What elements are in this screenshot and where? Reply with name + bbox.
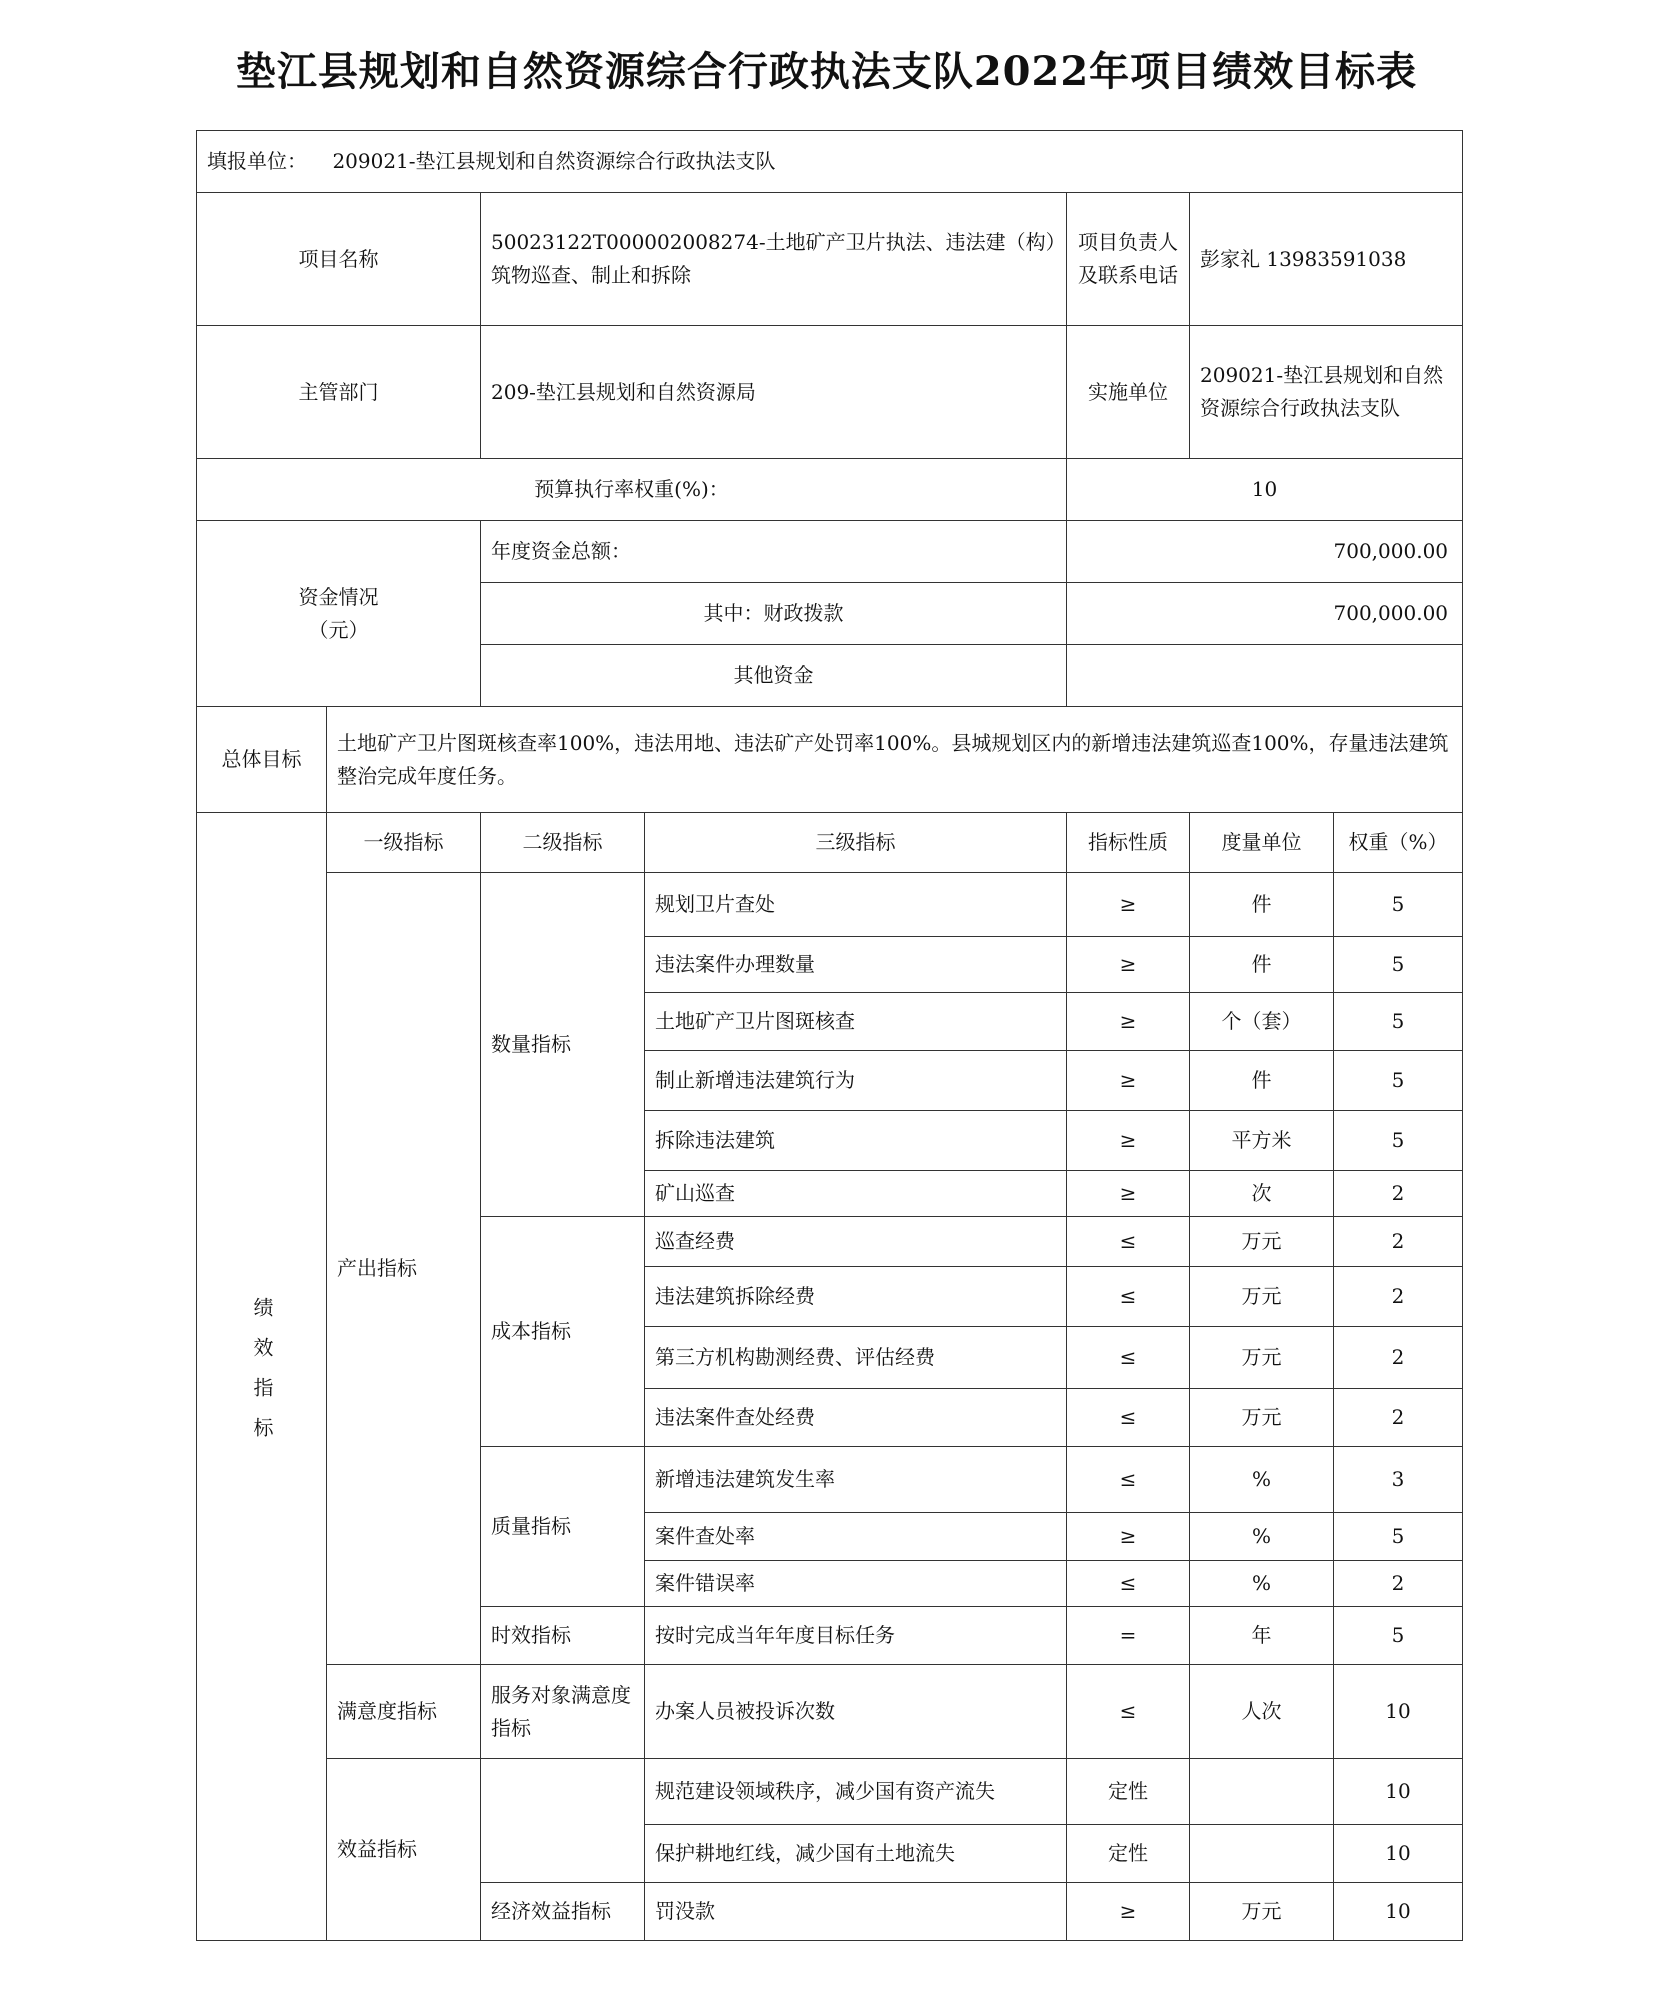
indicator-weight: 10 (1334, 1883, 1463, 1941)
funds-fiscal-value: 700,000.00 (1067, 583, 1463, 645)
indicator-unit: % (1190, 1447, 1334, 1513)
level2-cost: 成本指标 (481, 1217, 645, 1447)
indicator-unit: 年 (1190, 1607, 1334, 1665)
level1-output: 产出指标 (327, 873, 481, 1665)
indicator-unit: 次 (1190, 1171, 1334, 1217)
funds-other-value (1067, 645, 1463, 707)
indicator-weight: 5 (1334, 993, 1463, 1051)
indicator-weight: 2 (1334, 1267, 1463, 1327)
indicator-name: 违法建筑拆除经费 (645, 1267, 1067, 1327)
indicator-name: 按时完成当年年度目标任务 (645, 1607, 1067, 1665)
funds-label-cell (197, 521, 481, 707)
table-row (197, 1759, 1463, 1825)
indicator-nature: ≤ (1067, 1389, 1190, 1447)
performance-target-table (196, 130, 1463, 1941)
header-level3: 三级指标 (645, 813, 1067, 873)
indicator-name: 巡查经费 (645, 1217, 1067, 1267)
indicator-unit: 平方米 (1190, 1111, 1334, 1171)
indicator-unit: 人次 (1190, 1665, 1334, 1759)
indicator-name: 保护耕地红线，减少国有土地流失 (645, 1825, 1067, 1883)
indicator-unit: % (1190, 1561, 1334, 1607)
level1-satisfaction: 满意度指标 (327, 1665, 481, 1759)
level2-timeliness: 时效指标 (481, 1607, 645, 1665)
indicator-unit: 件 (1190, 937, 1334, 993)
indicator-nature: ≤ (1067, 1267, 1190, 1327)
department-label: 主管部门 (197, 326, 481, 459)
indicator-weight: 5 (1334, 873, 1463, 937)
level2-quantity: 数量指标 (481, 873, 645, 1217)
implementing-unit-value: 209021-垫江县规划和自然资源综合行政执法支队 (1190, 326, 1463, 459)
indicator-nature: ≥ (1067, 1111, 1190, 1171)
indicator-unit (1190, 1825, 1334, 1883)
indicator-weight: 5 (1334, 1607, 1463, 1665)
indicator-unit: 万元 (1190, 1217, 1334, 1267)
overall-goal-text: 土地矿产卫片图斑核查率100%，违法用地、违法矿产处罚率100%。县城规划区内的新增违法建筑巡查100%，存量违法建筑整治完成年度任务。 (327, 707, 1463, 813)
indicators-section-label: 绩效指标 (197, 813, 327, 1941)
budget-rate-label: 预算执行率权重(%)： (197, 459, 1067, 521)
indicator-unit: 个（套） (1190, 993, 1334, 1051)
indicator-nature: ≤ (1067, 1665, 1190, 1759)
indicator-weight: 2 (1334, 1389, 1463, 1447)
indicator-nature: ≥ (1067, 1883, 1190, 1941)
indicator-weight: 2 (1334, 1327, 1463, 1389)
indicator-weight: 5 (1334, 1051, 1463, 1111)
level2-service: 服务对象满意度指标 (481, 1665, 645, 1759)
indicator-name: 新增违法建筑发生率 (645, 1447, 1067, 1513)
indicator-name: 土地矿产卫片图斑核查 (645, 993, 1067, 1051)
indicator-name: 案件查处率 (645, 1513, 1067, 1561)
reporting-unit-row (197, 131, 1463, 193)
project-name-label: 项目名称 (197, 193, 481, 326)
page-title: 垫江县规划和自然资源综合行政执法支队2022年项目绩效目标表 (235, 48, 1418, 95)
level2-benefit-blank (481, 1759, 645, 1883)
indicator-nature: ≥ (1067, 1051, 1190, 1111)
indicator-weight: 5 (1334, 937, 1463, 993)
indicator-nature: ≤ (1067, 1327, 1190, 1389)
header-level1: 一级指标 (327, 813, 481, 873)
indicator-nature: = (1067, 1607, 1190, 1665)
indicator-nature: ≥ (1067, 873, 1190, 937)
level1-benefit: 效益指标 (327, 1759, 481, 1941)
funds-label: 资金情况 (298, 584, 379, 609)
funds-total-label: 年度资金总额： (481, 521, 1067, 583)
funds-fiscal-label: 其中：财政拨款 (481, 583, 1067, 645)
table-row (197, 873, 1463, 937)
indicator-unit: 件 (1190, 873, 1334, 937)
implementing-unit-label: 实施单位 (1067, 326, 1190, 459)
header-unit: 度量单位 (1190, 813, 1334, 873)
indicator-weight: 10 (1334, 1825, 1463, 1883)
indicator-weight: 2 (1334, 1217, 1463, 1267)
indicator-unit: % (1190, 1513, 1334, 1561)
table-row (197, 1665, 1463, 1759)
funds-total-value: 700,000.00 (1067, 521, 1463, 583)
indicator-nature: 定性 (1067, 1759, 1190, 1825)
indicator-nature: ≥ (1067, 1171, 1190, 1217)
header-level2: 二级指标 (481, 813, 645, 873)
overall-goal-label: 总体目标 (197, 707, 327, 813)
indicator-unit (1190, 1759, 1334, 1825)
indicator-unit: 件 (1190, 1051, 1334, 1111)
level2-economic: 经济效益指标 (481, 1883, 645, 1941)
department-value: 209-垫江县规划和自然资源局 (481, 326, 1067, 459)
indicator-weight: 2 (1334, 1171, 1463, 1217)
budget-rate-value: 10 (1067, 459, 1463, 521)
project-contact-value: 彭家礼 13983591038 (1190, 193, 1463, 326)
indicator-unit: 万元 (1190, 1327, 1334, 1389)
indicator-nature: 定性 (1067, 1825, 1190, 1883)
indicator-name: 制止新增违法建筑行为 (645, 1051, 1067, 1111)
indicator-name: 违法案件办理数量 (645, 937, 1067, 993)
indicator-unit: 万元 (1190, 1883, 1334, 1941)
indicator-weight: 3 (1334, 1447, 1463, 1513)
indicator-nature: ≥ (1067, 937, 1190, 993)
level2-quality: 质量指标 (481, 1447, 645, 1607)
indicator-name: 拆除违法建筑 (645, 1111, 1067, 1171)
indicator-name: 规划卫片查处 (645, 873, 1067, 937)
indicator-name: 矿山巡查 (645, 1171, 1067, 1217)
reporting-unit-value: 209021-垫江县规划和自然资源综合行政执法支队 (332, 149, 776, 173)
project-contact-label: 项目负责人及联系电话 (1067, 193, 1190, 326)
indicator-name: 违法案件查处经费 (645, 1389, 1067, 1447)
indicator-nature: ≥ (1067, 993, 1190, 1051)
indicator-name: 办案人员被投诉次数 (645, 1665, 1067, 1759)
indicator-nature: ≥ (1067, 1513, 1190, 1561)
indicator-weight: 2 (1334, 1561, 1463, 1607)
indicator-name: 案件错误率 (645, 1561, 1067, 1607)
indicator-nature: ≤ (1067, 1561, 1190, 1607)
indicator-name: 第三方机构勘测经费、评估经费 (645, 1327, 1067, 1389)
funds-other-label: 其他资金 (481, 645, 1067, 707)
indicator-weight: 10 (1334, 1759, 1463, 1825)
indicator-nature: ≤ (1067, 1447, 1190, 1513)
indicator-weight: 5 (1334, 1513, 1463, 1561)
funds-unit: （元） (308, 617, 369, 642)
indicator-weight: 5 (1334, 1111, 1463, 1171)
indicator-weight: 10 (1334, 1665, 1463, 1759)
reporting-unit-label: 填报单位： (207, 149, 307, 173)
indicator-nature: ≤ (1067, 1217, 1190, 1267)
header-weight: 权重（%） (1334, 813, 1463, 873)
indicator-name: 罚没款 (645, 1883, 1067, 1941)
indicator-unit: 万元 (1190, 1267, 1334, 1327)
indicator-unit: 万元 (1190, 1389, 1334, 1447)
project-name-value: 50023122T000002008274-土地矿产卫片执法、违法建（构）筑物巡查、制止和拆除 (481, 193, 1067, 326)
indicator-name: 规范建设领域秩序，减少国有资产流失 (645, 1759, 1067, 1825)
header-nature: 指标性质 (1067, 813, 1190, 873)
